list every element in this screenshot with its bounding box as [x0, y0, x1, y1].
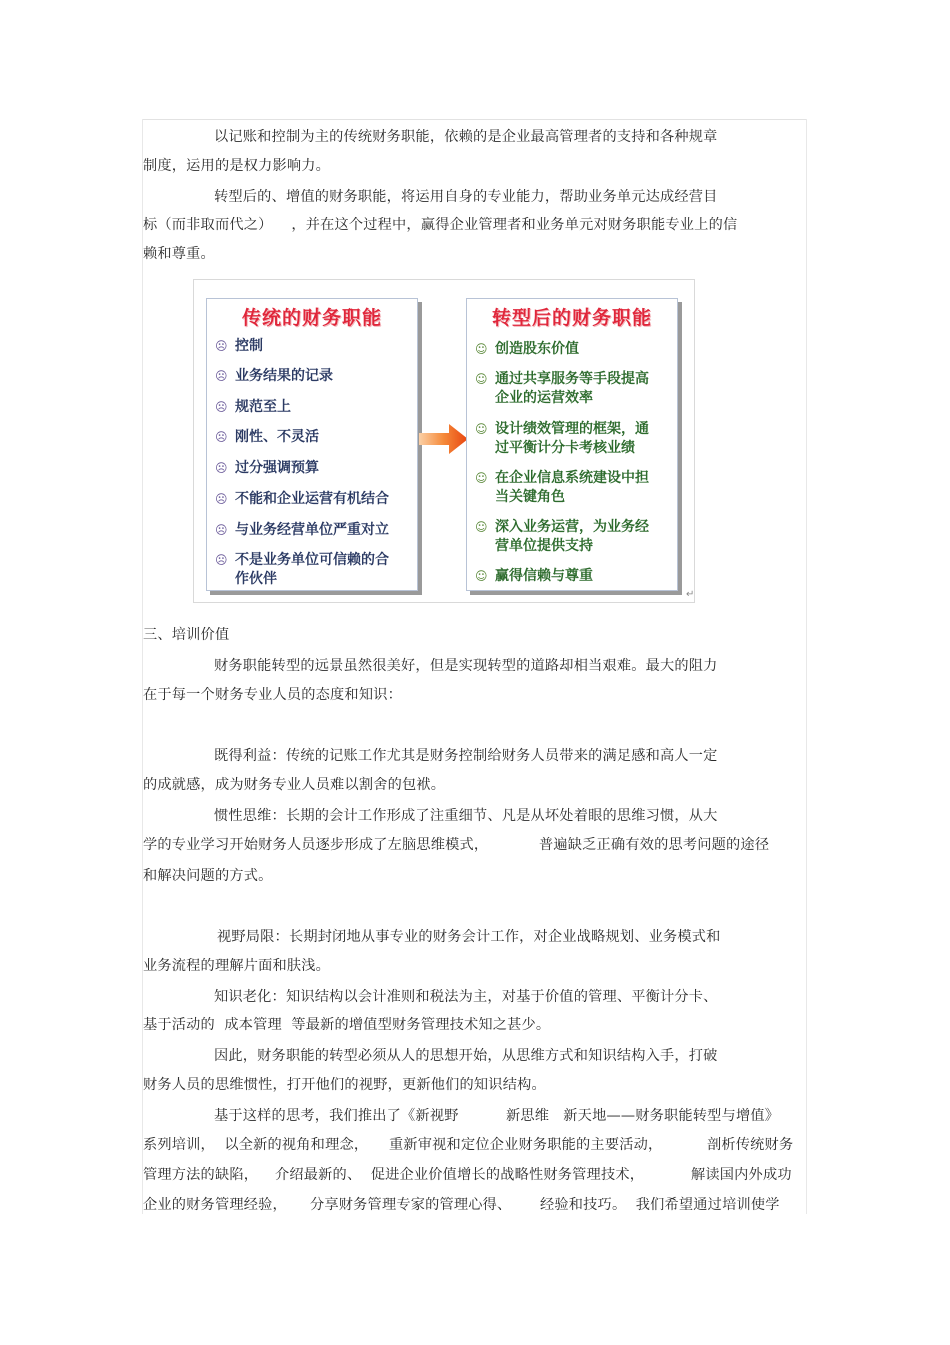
- sad-face-icon: ☹: [215, 400, 228, 414]
- paragraph-3-line-1: 财务职能转型的远景虽然很美好，但是实现转型的道路却相当艰难。最大的阻力: [214, 658, 718, 674]
- page-frame-left: [142, 119, 143, 1214]
- traditional-item-1-text-1: 控制: [235, 338, 263, 354]
- transformed-function-box: [466, 298, 678, 591]
- transformed-item-6: [475, 567, 593, 586]
- paragraph-8-line-2: 财务人员的思维惯性，打开他们的视野，更新他们的知识结构。: [143, 1077, 546, 1093]
- paragraph-9-line-2c: 剖析传统财务: [707, 1137, 794, 1153]
- paragraph-1-line-1: 以记账和控制为主的传统财务职能，依赖的是企业最高管理者的支持和各种规章: [214, 129, 718, 145]
- right-arrow-icon: [419, 422, 469, 456]
- paragraph-5-line-2a: 学的专业学习开始财务人员逐步形成了左脑思维模式，: [143, 837, 489, 853]
- transformed-item-2-text-2: 企业的运营效率: [495, 390, 593, 406]
- traditional-function-title: 传统的财务职能: [241, 307, 382, 329]
- traditional-item-3: [215, 398, 291, 417]
- sad-face-icon: ☹: [215, 339, 228, 353]
- paragraph-4-line-1: 既得利益：传统的记账工作尤其是财务控制给财务人员带来的满足感和高人一定: [214, 748, 718, 764]
- sad-face-icon: ☹: [215, 369, 228, 383]
- transformed-item-1: [475, 340, 579, 359]
- paragraph-9-line-1b: 新思维 新天地——财务职能转型与增值》: [506, 1108, 780, 1124]
- section-heading: 三、培训价值: [143, 627, 230, 643]
- transformed-item-3: [475, 420, 649, 458]
- traditional-item-7: [215, 521, 389, 540]
- return-mark-icon: ↵: [686, 589, 695, 600]
- traditional-item-4: [215, 428, 319, 447]
- traditional-item-4-text-1: 刚性、不灵活: [235, 429, 319, 445]
- paragraph-7-line-1: 知识老化：知识结构以会计准则和税法为主，对基于价值的管理、平衡计分卡、: [214, 989, 718, 1005]
- transformed-item-5-text-1: 深入业务运营，为业务经: [495, 519, 649, 535]
- transformed-item-3-text-1: 设计绩效管理的框架，通: [495, 421, 649, 437]
- sad-face-icon: ☹: [215, 461, 228, 475]
- paragraph-3-line-2: 在于每一个财务专业人员的态度和知识：: [143, 687, 402, 703]
- traditional-item-8: [215, 551, 389, 589]
- transformed-item-2-text-1: 通过共享服务等手段提高: [495, 371, 649, 387]
- paragraph-9-line-2a: 系列培训， 以全新的视角和理念，: [143, 1137, 369, 1153]
- paragraph-9-line-1a: 基于这样的思考，我们推出了《新视野: [214, 1108, 459, 1124]
- paragraph-1-line-2: 制度，运用的是权力影响力。: [143, 158, 331, 174]
- paragraph-6-line-2: 业务流程的理解片面和肤浅。: [143, 958, 331, 974]
- paragraph-9-line-4b: 分享财务管理专家的管理心得、: [310, 1197, 512, 1213]
- smiley-face-icon: ☺: [475, 520, 488, 534]
- paragraph-9-line-4a: 企业的财务管理经验，: [143, 1197, 287, 1213]
- comparison-figure: [193, 279, 695, 603]
- traditional-item-1: [215, 337, 263, 356]
- traditional-item-8-text-1: 不是业务单位可信赖的合: [235, 552, 389, 568]
- traditional-function-box: [206, 298, 418, 591]
- paragraph-9-line-4c: 经验和技巧。 我们希望通过培训使学: [540, 1197, 780, 1213]
- page-frame-right: [806, 119, 807, 1214]
- paragraph-4-line-2: 的成就感，成为财务专业人员难以割舍的包袱。: [143, 777, 446, 793]
- traditional-item-2-text-1: 业务结果的记录: [235, 368, 333, 384]
- traditional-item-2: [215, 367, 333, 386]
- paragraph-9-line-3c: 解读国内外成功: [691, 1167, 792, 1183]
- traditional-item-7-text-1: 与业务经营单位严重对立: [235, 522, 389, 538]
- transformed-item-4-text-2: 当关键角色: [495, 489, 565, 505]
- smiley-face-icon: ☺: [475, 422, 488, 436]
- transformed-item-4: [475, 469, 649, 507]
- transformed-item-2: [475, 370, 649, 408]
- transformed-item-5-text-2: 营单位提供支持: [495, 538, 593, 554]
- paragraph-9-line-2b: 重新审视和定位企业财务职能的主要活动，: [389, 1137, 663, 1153]
- paragraph-2-line-2: 标（而非取而代之） ，并在这个过程中，赢得企业管理者和业务单元对财务职能专业上的信: [143, 217, 738, 233]
- traditional-item-3-text-1: 规范至上: [235, 399, 291, 415]
- smiley-face-icon: ☺: [475, 372, 488, 386]
- paragraph-9-line-3a: 管理方法的缺陷，: [143, 1167, 259, 1183]
- transformed-function-title: 转型后的财务职能: [491, 307, 652, 329]
- paragraph-6-line-1: 视野局限：长期封闭地从事专业的财务会计工作，对企业战略规划、业务模式和: [217, 929, 721, 945]
- paragraph-5-line-1: 惯性思维：长期的会计工作形成了注重细节、凡是从坏处着眼的思维习惯，从大: [214, 808, 718, 824]
- sad-face-icon: ☹: [215, 553, 228, 567]
- transformed-item-4-text-1: 在企业信息系统建设中担: [495, 470, 649, 486]
- page-frame-top: [142, 119, 807, 120]
- traditional-item-6: [215, 490, 389, 509]
- transformed-item-5: [475, 518, 649, 556]
- sad-face-icon: ☹: [215, 523, 228, 537]
- paragraph-5-line-3: 和解决问题的方式。: [143, 868, 273, 884]
- smiley-face-icon: ☺: [475, 471, 488, 485]
- paragraph-9-line-3b: 介绍最新的、 促进企业价值增长的战略性财务管理技术，: [275, 1167, 645, 1183]
- traditional-item-6-text-1: 不能和企业运营有机结合: [235, 491, 389, 507]
- transformed-item-6-text-1: 赢得信赖与尊重: [495, 568, 593, 584]
- transformed-item-3-text-2: 过平衡计分卡考核业绩: [495, 440, 635, 456]
- paragraph-8-line-1: 因此，财务职能的转型必须从人的思想开始，从思维方式和知识结构入手，打破: [214, 1048, 718, 1064]
- traditional-item-8-text-2: 作伙伴: [235, 571, 277, 587]
- paragraph-2-line-3: 赖和尊重。: [143, 246, 215, 262]
- smiley-face-icon: ☺: [475, 569, 488, 583]
- paragraph-2-line-1: 转型后的、增值的财务职能，将运用自身的专业能力，帮助业务单元达成经营目: [214, 189, 718, 205]
- traditional-item-5: [215, 459, 319, 478]
- sad-face-icon: ☹: [215, 492, 228, 506]
- transformed-item-1-text-1: 创造股东价值: [495, 341, 579, 357]
- paragraph-7-line-2: 基于活动的 成本管理 等最新的增值型财务管理技术知之甚少。: [143, 1017, 551, 1033]
- paragraph-5-line-2b: 普遍缺乏正确有效的思考问题的途径: [539, 837, 770, 853]
- smiley-face-icon: ☺: [475, 342, 488, 356]
- sad-face-icon: ☹: [215, 430, 228, 444]
- traditional-item-5-text-1: 过分强调预算: [235, 460, 319, 476]
